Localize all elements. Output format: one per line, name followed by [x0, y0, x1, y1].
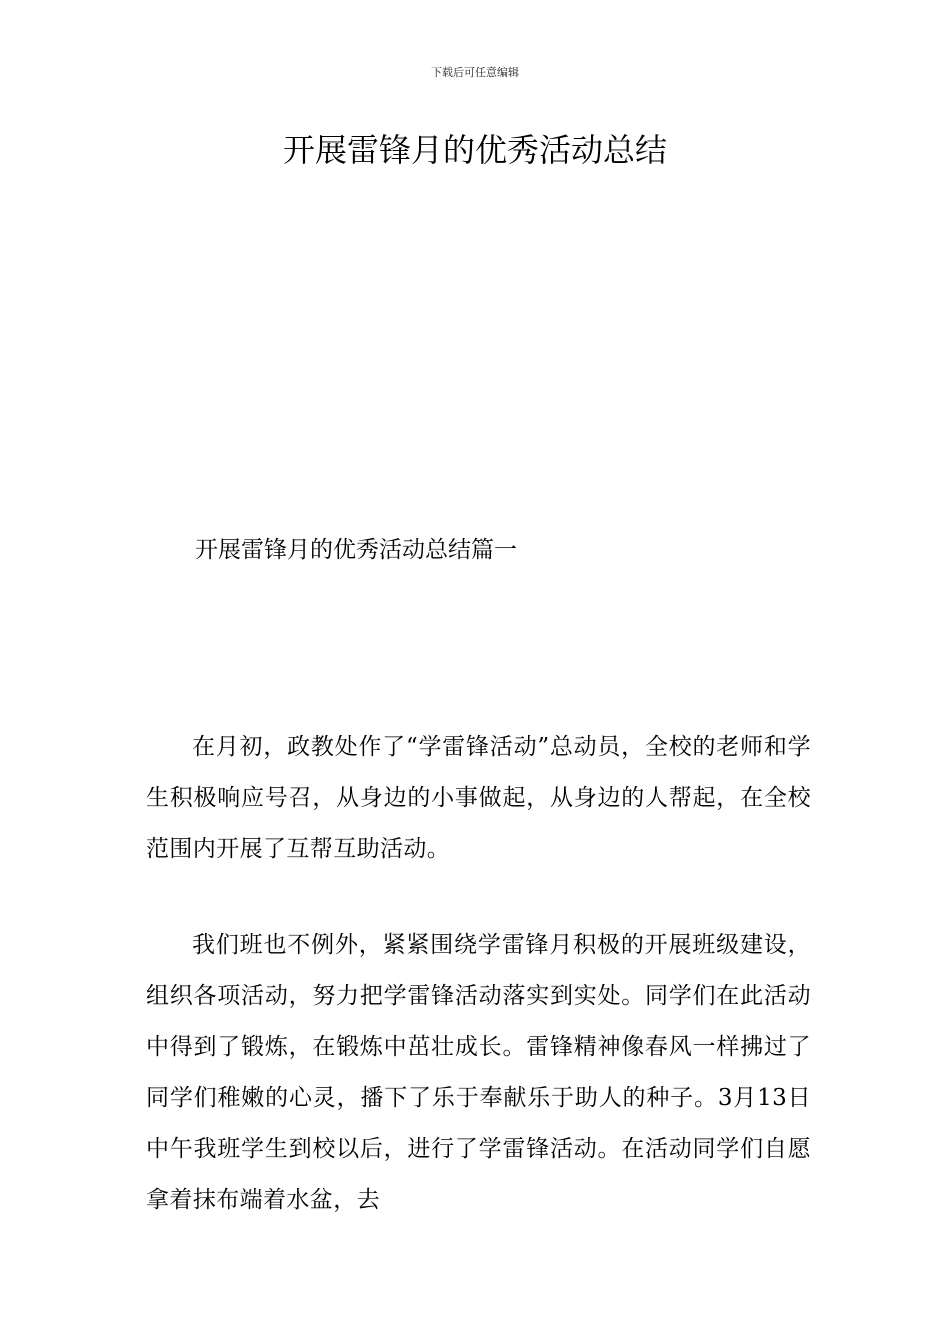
- paragraph-2: 我们班也不例外，紧紧围绕学雷锋月积极的开展班级建设，组织各项活动，努力把学雷锋活动落实到实处。同学们在此活动中得到了锻炼，在锻炼中茁壮成长。雷锋精神像春风一样拂过了同学们稚嫩的心灵，播下了乐于奉献乐于助人的种子。3月13日中午我班学生到校以后，进行了学雷锋活动。在活动同学们自愿拿着抹布端着水盆，去: [146, 932, 811, 1213]
- document-title: 开展雷锋月的优秀活动总结: [282, 131, 667, 169]
- paragraph-1: 在月初，政教处作了“学雷锋活动”总动员，全校的老师和学生积极响应号召，从身边的小事做起，从身边的人帮起，在全校范围内开展了互帮互助活动。: [146, 734, 811, 862]
- section-heading: 开展雷锋月的优秀活动总结篇一: [195, 537, 517, 563]
- header-note: 下载后可任意编辑: [431, 66, 519, 79]
